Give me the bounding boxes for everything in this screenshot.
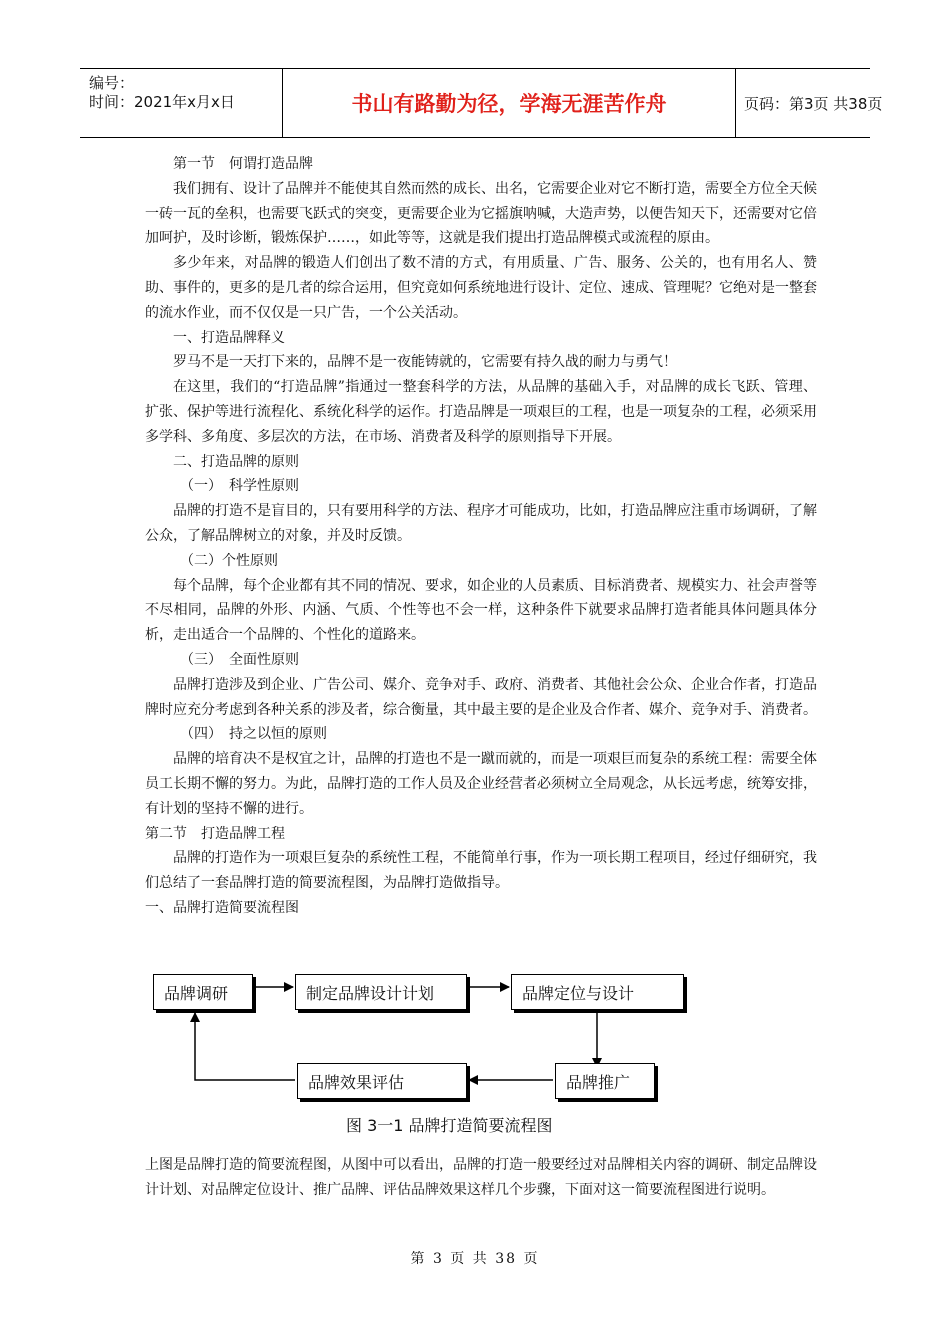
flow-step-label: 品牌效果评估 (308, 1072, 405, 1092)
paragraph: 品牌的培育决不是权宜之计，品牌的打造也不是一蹴而就的，而是一项艰巨而复杂的系统工程：需要全体员工长期不懈的努力。为此，品牌打造的工作人员及企业经营者必须树立全局观念，从长远考虑，统筹安排，有计划的坚持不懈的进行。 (145, 751, 817, 817)
document-body-continued (145, 1153, 817, 1203)
flow-step-research (153, 974, 253, 1010)
header-page-info: 页码：第3页 共38页 (744, 94, 883, 113)
flow-step-evaluation (297, 1063, 467, 1099)
subheading-3: （三） 全面性原则 (180, 651, 299, 668)
flow-step-plan (295, 974, 467, 1010)
header-meta (80, 69, 282, 137)
flow-step-label: 品牌调研 (164, 983, 229, 1003)
flow-step-label: 品牌定位与设计 (522, 983, 635, 1003)
paragraph: 罗马不是一天打下来的，品牌不是一夜能铸就的，它需要有持久战的耐力与勇气！ (173, 354, 677, 371)
flow-step-promotion (555, 1063, 655, 1099)
paragraph: 多少年来，对品牌的锻造人们创出了数不清的方式，有用质量、广告、服务、公关的，也有用名人、赞助、事件的，更多的是几者的综合运用，但究竟如何系统地进行设计、定位、速成、管理呢？它绝对是一整套的流水作业，而不仅仅是一只广告，一个公关活动。 (145, 255, 817, 321)
document-body (145, 152, 817, 921)
heading-1: 一、打造品牌释义 (173, 329, 285, 346)
paragraph: 我们拥有、设计了品牌并不能使其自然而然的成长、出名，它需要企业对它不断打造，需要全方位全天候一砖一瓦的垒积，也需要飞跃式的突变，更需要企业为它摇旗呐喊，大造声势，以便告知天下，还需要对它倍加呵护，及时诊断，锻炼保护……，如此等等，这就是我们提出打造品牌模式或流程的原由。 (145, 180, 817, 247)
section1-title: 第一节 何谓打造品牌 (173, 156, 313, 172)
heading-3: 一、品牌打造简要流程图 (145, 899, 299, 916)
paragraph: 每个品牌，每个企业都有其不同的情况、要求，如企业的人员素质、目标消费者、规模实力、社会声誉等不尽相同，品牌的外形、内涵、气质、个性等也不会一样，这种条件下就要求品牌打造者能具体问题具体分析，走出适合一个品牌的、个性化的道路来。 (145, 577, 817, 644)
paragraph: 品牌的打造不是盲目的，只有要用科学的方法、程序才可能成功，比如，打造品牌应注重市场调研，了解公众，了解品牌树立的对象，并及时反馈。 (145, 503, 817, 544)
subheading-2: （二）个性原则 (180, 552, 278, 569)
paragraph: 在这里，我们的“打造品牌”指通过一整套科学的方法，从品牌的基础入手，对品牌的成长飞跃、管理、扩张、保护等进行流程化、系统化科学的运作。打造品牌是一项艰巨的工程，也是一项复杂的工程，必须采用多学科、多角度、多层次的方法，在市场、消费者及科学的原则指导下开展。 (145, 379, 817, 445)
flow-step-label: 品牌推广 (566, 1072, 631, 1092)
heading-2: 二、打造品牌的原则 (173, 453, 299, 470)
paragraph: 品牌打造涉及到企业、广告公司、媒介、竞争对手、政府、消费者、其他社会公众、企业合作者，打造品牌时应充分考虑到各种关系的涉及者，综合衡量，其中最主要的是企业及合作者、媒介、竞争对手、消费者。 (145, 676, 817, 718)
section2-title: 第二节 打造品牌工程 (145, 825, 285, 842)
page-header (80, 68, 883, 138)
paragraph: 品牌的打造作为一项艰巨复杂的系统性工程，不能简单行事，作为一项长期工程项目，经过仔细研究，我们总结了一套品牌打造的简要流程图，为品牌打造做指导。 (145, 850, 817, 892)
subheading-4: （四） 持之以恒的原则 (180, 726, 327, 743)
subheading-1: （一） 科学性原则 (180, 478, 299, 495)
paragraph: 上图是品牌打造的简要流程图，从图中可以看出，品牌的打造一般要经过对品牌相关内容的调研、制定品牌设计计划、对品牌定位设计、推广品牌、评估品牌效果这样几个步骤，下面对这一简要流程图进行说明。 (145, 1157, 817, 1198)
arrow-evaluation-to-research (195, 1013, 295, 1080)
flowchart-caption: 图 3一1 品牌打造简要流程图 (346, 1116, 553, 1135)
code-label: 编号： (89, 74, 135, 92)
flow-step-label: 制定品牌设计计划 (306, 983, 435, 1003)
date-label: 时间：2021年x月x日 (89, 93, 235, 111)
page-footer: 第 3 页 共 38 页 (410, 1251, 540, 1267)
header-motto: 书山有路勤为径，学海无涯苦作舟 (282, 69, 736, 137)
flow-step-design (511, 974, 684, 1010)
